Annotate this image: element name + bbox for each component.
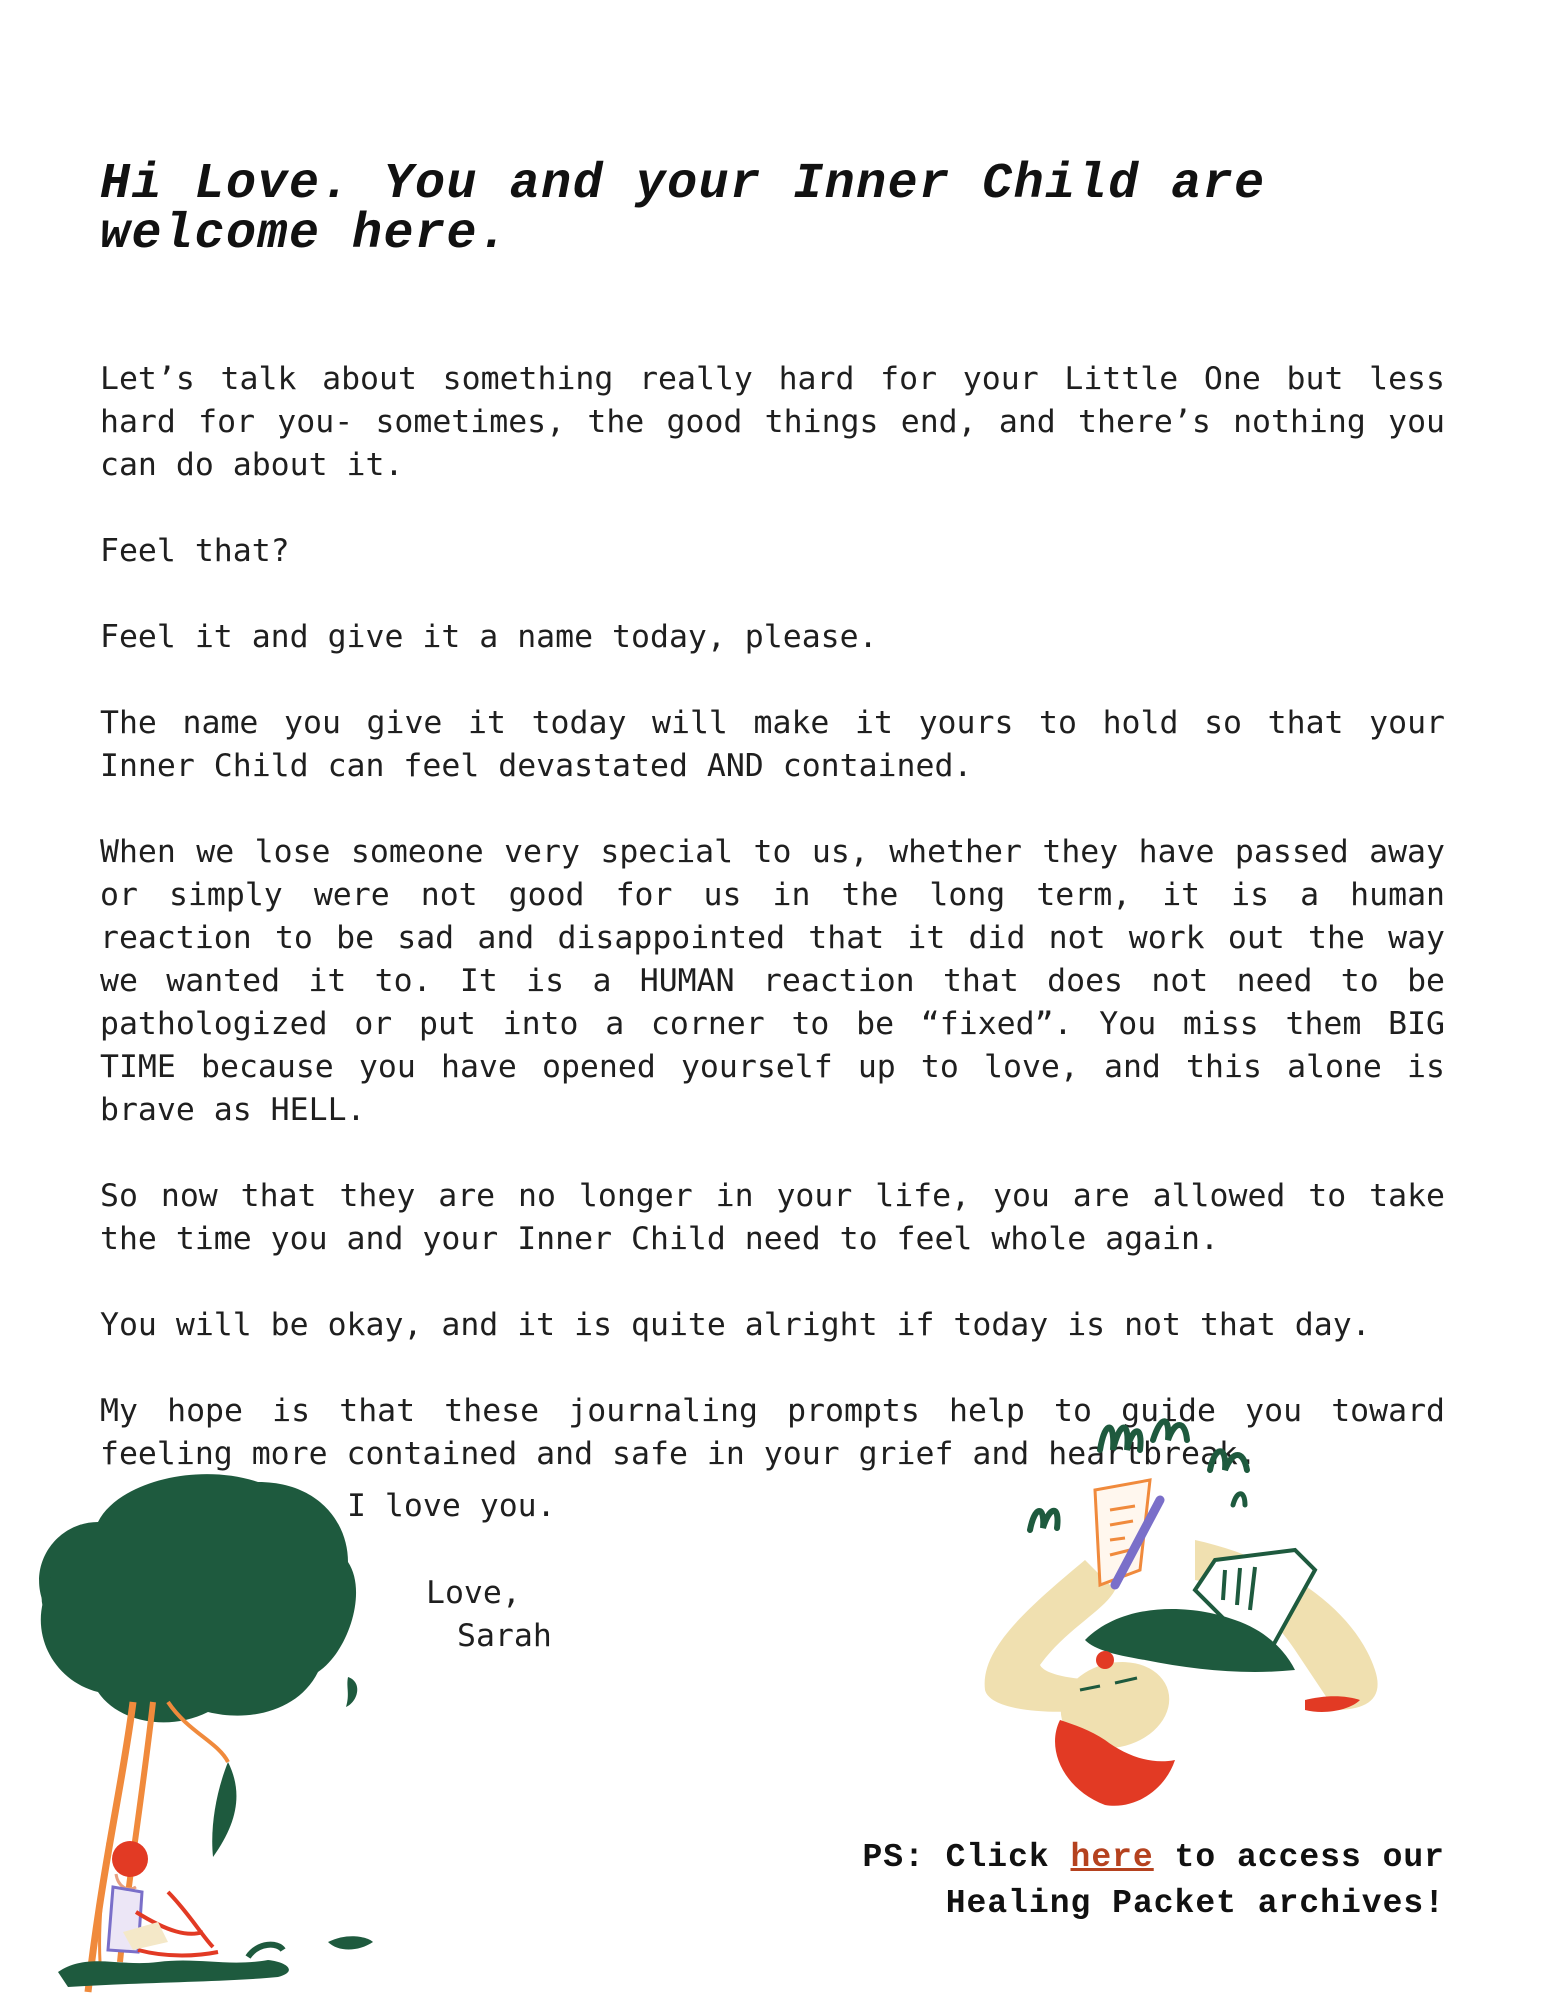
paragraph: Let’s talk about something really hard for your Little One but less hard for you- sometimes, the good things end, and there’s nothing you can do about it.	[100, 361, 1445, 483]
paragraph: The name you give it today will make it yours to hold so that your Inner Child can feel devastated AND contained.	[100, 705, 1445, 784]
paragraph: You will be okay, and it is quite alright if today is not that day.	[100, 1307, 1371, 1343]
signoff-name: Sarah	[457, 1618, 552, 1654]
paragraph: My hope is that these journaling prompts help to guide you toward feeling more contained and safe in your grief and heartbreak.	[100, 1393, 1445, 1472]
paragraph: Feel that?	[100, 533, 290, 569]
tree-reading-child-illustration	[28, 1462, 428, 1999]
signoff-love: Love,	[426, 1575, 521, 1611]
paragraph: Feel it and give it a name today, please.	[100, 619, 878, 655]
page-title: Hi Love. You and your Inner Child are welcome here.	[100, 156, 1266, 263]
journaling-woman-illustration	[965, 1410, 1395, 1830]
paragraph: So now that they are no longer in your life, you are allowed to take the time you and your Inner Child need to feel whole again.	[100, 1178, 1445, 1257]
ps-note	[640, 1835, 1445, 1927]
signoff-i-love-you: I love you.	[347, 1488, 556, 1524]
ps-prefix: PS: Click	[862, 1839, 1050, 1876]
ps-line2: Healing Packet archives!	[945, 1885, 1445, 1922]
here-link[interactable]: here	[1070, 1839, 1154, 1876]
ps-suffix: to access our	[1174, 1839, 1445, 1876]
letter-body	[100, 358, 1445, 1519]
paragraph: When we lose someone very special to us, whether they have passed away or simply were not good for us in the long term, it is a human reaction to be sad and disappointed that it did not work out the way we wanted it to. It is a HUMAN reaction that does not need to be pathologized or put into a corner to be “fixed”. You miss them BIG TIME because you have opened yourself up to love, and this alone is brave as HELL.	[100, 834, 1445, 1128]
